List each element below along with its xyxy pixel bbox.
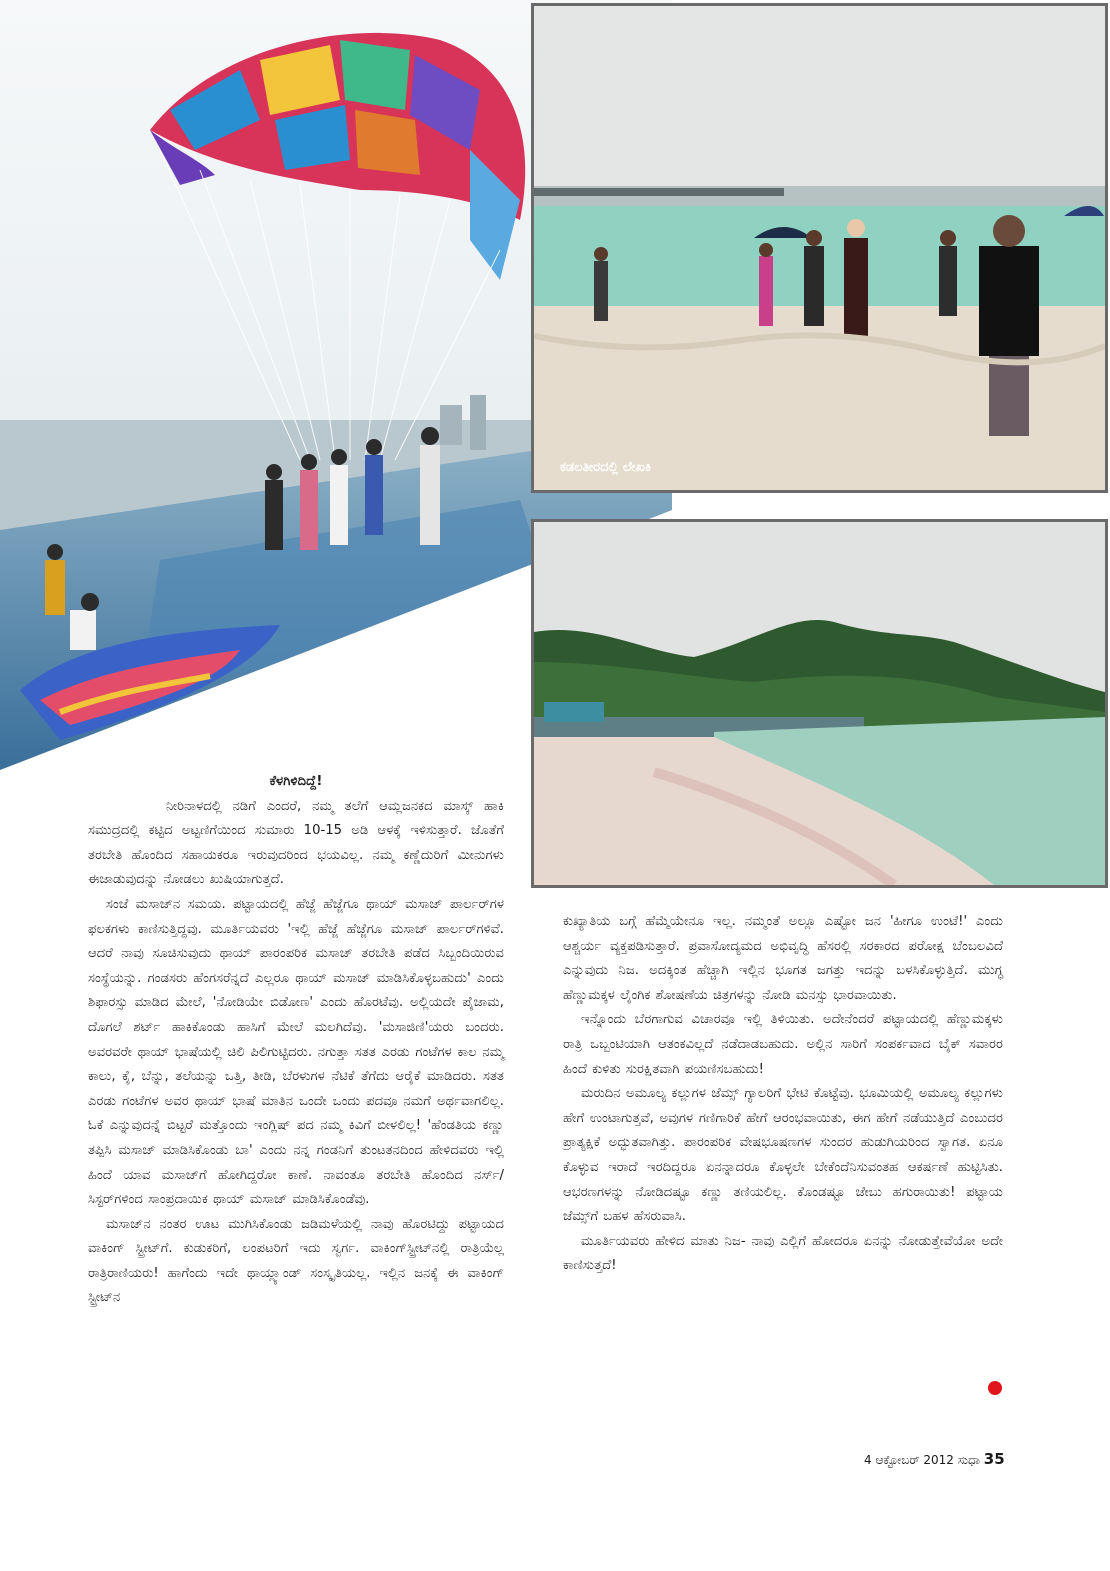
article-end-mark [988,1381,1002,1395]
article-column-right [563,910,1003,1279]
article-column-left [88,770,504,1311]
island-beach-photo-art [534,522,1105,885]
section-subhead: ಕೆಳಗಿಳಿದಿದ್ದೆ! [269,774,323,789]
island-beach-photo [531,519,1108,888]
article-paragraph: ಮಸಾಜ್‌ನ ನಂತರ ಊಟ ಮುಗಿಸಿಕೊಂಡು ಜಡಿಮಳೆಯಲ್ಲಿ ನಾವು ಹೊರಟಿದ್ದು ಪಟ್ಟಾಯದ ವಾಕಿಂಗ್ ಸ್ಟ್ರೀಟ್‌ಗೆ. ಕುಡುಕರಿಗೆ, ಲಂಪಟರಿಗೆ ಇದು ಸ್ವರ್ಗ. ವಾಕಿಂಗ್‌ಸ್ಟ್ರೀಟ್‌ನಲ್ಲಿ ರಾತ್ರಿಯೆಲ್ಲ ರಾತ್ರಿರಾಣಿಯರು! ಹಾಗೆಂದು ಇದೇ ಥಾಯ್ಲ್ಯಾಂಡ್ ಸಂಸ್ಕೃತಿಯಲ್ಲ. ಇಲ್ಲಿನ ಜನಕ್ಕೆ ಈ ವಾಕಿಂಗ್ ಸ್ಟ್ರೀಟ್‌ನ [88,1216,504,1306]
article-paragraph: ಇನ್ನೊಂದು ಬೆರಗಾಗುವ ವಿಚಾರವೂ ಇಲ್ಲಿ ತಿಳಿಯಿತು. ಅದೇನೆಂದರೆ ಪಟ್ಟಾಯದಲ್ಲಿ ಹೆಣ್ಣುಮಕ್ಕಳು ರಾತ್ರಿ ಒಬ್ಬಂಟಿಯಾಗಿ ಆತಂಕವಿಲ್ಲದೆ ನಡೆದಾಡಬಹುದು. ಅಲ್ಲಿನ ಸಾರಿಗೆ ಸಂಪರ್ಕವಾದ ಬೈಕ್ ಸವಾರರ ಹಿಂದೆ ಕುಳಿತು ಸುರಕ್ಷಿತವಾಗಿ ಪಯಣಿಸಬಹುದು! [563,1012,1003,1077]
page-number: 35 [983,1450,1005,1468]
article-paragraph: ಸಂಜೆ ಮಸಾಜ್‌ನ ಸಮಯ. ಪಟ್ಟಾಯದಲ್ಲಿ ಹೆಜ್ಜೆ ಹೆಜ್ಜೆಗೂ ಥಾಯ್ ಮಸಾಜ್ ಪಾರ್ಲರ್‌ಗಳ ಫಲಕಗಳು ಕಾಣಿಸುತ್ತಿದ್ದವು. ಮೂರ್ತಿಯವರು 'ಇಲ್ಲಿ ಹೆಜ್ಜೆ ಹೆಜ್ಜೆಗೂ ಮಸಾಜ್ ಪಾರ್ಲರ್‌ಗಳಿವೆ. ಆದರೆ ನಾವು ಸೂಚಿಸುವುದು ಥಾಯ್ ಪಾರಂಪರಿಕ ಮಸಾಜ್ ತರಬೇತಿ ಪಡೆದ ಸಿಬ್ಬಂದಿಯಿರುವ ಸಂಸ್ಥೆಯನ್ನು. ಗಂಡಸರು ಹೆಂಗಸರೆನ್ನದೆ ಎಲ್ಲರೂ ಥಾಯ್ ಮಸಾಜ್ ಮಾಡಿಸಿಕೊಳ್ಳಬಹುದು' ಎಂದು ಶಿಫಾರಸ್ಸು ಮಾಡಿದ ಮೇಲೆ, 'ನೋಡಿಯೇ ಬಿಡೋಣ' ಎಂದು ಹೊರಟೆವು. ಅಲ್ಲಿಯದೇ ಪೈಜಾಮ, ದೊಗಲೆ ಶರ್ಟ್ ಹಾಕಿಕೊಂಡು ಹಾಸಿಗೆ ಮೇಲೆ ಮಲಗಿದೆವು. 'ಮಸಾಜಿಣಿ'ಯರು ಬಂದರು. ಅವರವರೇ ಥಾಯ್ ಭಾಷೆಯಲ್ಲಿ ಚಿಲಿ ಪಿಲಿಗುಟ್ಟಿದರು. ನಗುತ್ತಾ ಸತತ ಎರಡು ಗಂಟೆಗಳ ಕಾಲ ನಮ್ಮ ಕಾಲು, ಕೈ, ಬೆನ್ನು, ತಲೆಯನ್ನು ಒತ್ತಿ, ತೀಡಿ, ಬೆರಳುಗಳ ನೆಟಿಕೆ ತೆಗೆದು ಆರೈಕೆ ಮಾಡಿದರು. ಸತತ ಎರಡು ಗಂಟೆಗಳ ಅವರ ಥಾಯ್ ಭಾಷೆ ಮಾತಿನ ಒಂದೇ ಒಂದು ಪದವೂ ನಮಗೆ ಅರ್ಥವಾಗಲಿಲ್ಲ. ಓಕೆ ಎನ್ನುವುದನ್ನೆ ಬಿಟ್ಟರೆ ಮತ್ತೊಂದು ಇಂಗ್ಲಿಷ್ ಪದ ನಮ್ಮ ಕಿವಿಗೆ ಬೀಳಲಿಲ್ಲ! 'ಹೆಂಡತಿಯ ಕಣ್ಣು ತಪ್ಪಿಸಿ ಮಸಾಜ್ ಮಾಡಿಸಿಕೊಂಡು ಬಾ' ಎಂದು ನನ್ನ ಗಂಡನಿಗೆ ತುಂಟತನದಿಂದ ಹೇಳಿದವರು ಇಲ್ಲಿ ಹಿಂದೆ ಯಾವ ಮಸಾಜ್‌ಗೆ ಹೋಗಿದ್ದರೋ ಕಾಣೆ. ನಾವಂತೂ ತರಬೇತಿ ಹೊಂದಿದ ನರ್ಸ್/ಸಿಸ್ಟರ್‌ಗಳಿಂದ ಸಾಂಪ್ರದಾಯಿಕ ಥಾಯ್ ಮಸಾಜ್ ಮಾಡಿಸಿಕೊಂಡೆವು. [88,896,504,1208]
photo-caption: ಕಡಲತೀರದಲ್ಲಿ ಲೇಖಕಿ [560,460,652,475]
beach-crowd-photo [531,3,1108,493]
article-paragraph: ಮರುದಿನ ಅಮೂಲ್ಯ ಕಲ್ಲುಗಳ ಜೆಮ್ಸ್ ಗ್ಯಾಲರಿಗೆ ಭೇಟಿ ಕೊಟ್ಟೆವು. ಭೂಮಿಯಲ್ಲಿ ಅಮೂಲ್ಯ ಕಲ್ಲುಗಳು ಹೇಗೆ ಉಂಟಾಗುತ್ತವೆ, ಅವುಗಳ ಗಣಿಗಾರಿಕೆ ಹೇಗೆ ಆರಂಭವಾಯಿತು, ಈಗ ಹೇಗೆ ನಡೆಯುತ್ತಿದೆ ಎಂಬುದರ ಪ್ರಾತ್ಯಕ್ಷಿಕೆ ಅದ್ಭುತವಾಗಿತ್ತು. ಪಾರಂಪರಿಕ ವೇಷಭೂಷಣಗಳ ಸುಂದರ ಹುಡುಗಿಯರಿಂದ ಸ್ವಾಗತ. ಏನೂ ಕೊಳ್ಳುವ ಇರಾದೆ ಇರದಿದ್ದರೂ ಏನನ್ನಾದರೂ ಕೊಳ್ಳಲೇ ಬೇಕೆಂದೆನಿಸುವಂತಹ ಆಕರ್ಷಣೆ ಹುಟ್ಟಿಸಿತು. ಆಭರಣಗಳನ್ನು ನೋಡಿದಷ್ಟೂ ಕಣ್ಣು ತಣಿಯಲಿಲ್ಲ. ಕೊಂಡಷ್ಟೂ ಜೇಬು ಹಗುರಾಯಿತು! ಪಟ್ಟಾಯ ಜೆಮ್ಸ್‌ಗೆ ಬಹಳ ಹೆಸರುವಾಸಿ. [563,1086,1003,1225]
article-paragraph: ನೀರಿನಾಳದಲ್ಲಿ ನಡಿಗೆ ಎಂದರೆ, ನಮ್ಮ ತಲೆಗೆ ಆಮ್ಲಜನಕದ ಮಾಸ್ಕ್ ಹಾಕಿ ಸಮುದ್ರದಲ್ಲಿ ಕಟ್ಟಿದ ಅಟ್ಟಣಿಗೆಯಿಂದ ಸುಮಾರು 10-15 ಅಡಿ ಆಳಕ್ಕೆ ಇಳಿಸುತ್ತಾರೆ. ಜೊತೆಗೆ ತರಬೇತಿ ಹೊಂದಿದ ಸಹಾಯಕರೂ ಇರುವುದರಿಂದ ಭಯವಿಲ್ಲ. ನಮ್ಮ ಕಣ್ಣೆದುರಿಗೆ ಮೀನುಗಳು ಈಜಾಡುವುದನ್ನು ನೋಡಲು ಖುಷಿಯಾಗುತ್ತದೆ. [88,798,504,888]
article-paragraph: ಕುಖ್ಯಾತಿಯ ಬಗ್ಗೆ ಹೆಮ್ಮೆಯೇನೂ ಇಲ್ಲ. ನಮ್ಮಂತೆ ಅಲ್ಲೂ ಎಷ್ಟೋ ಜನ 'ಹೀಗೂ ಉಂಟೆ!' ಎಂದು ಆಶ್ಚರ್ಯ ವ್ಯಕ್ತಪಡಿಸುತ್ತಾರೆ. ಪ್ರವಾಸೋದ್ಯಮದ ಅಭಿವೃದ್ಧಿ ಹೆಸರಲ್ಲಿ ಸರಕಾರದ ಪರೋಕ್ಷ ಬೆಂಬಲವಿದೆ ಎನ್ನುವುದು ನಿಜ. ಅದಕ್ಕಿಂತ ಹೆಚ್ಚಾಗಿ ಇಲ್ಲಿನ ಭೂಗತ ಜಗತ್ತು ಇದನ್ನು ಬಳಸಿಕೊಳ್ಳುತ್ತಿದೆ. ಮುಗ್ಧ ಹೆಣ್ಣುಮಕ್ಕಳ ಲೈಂಗಿಕ ಶೋಷಣೆಯ ಚಿತ್ರಗಳನ್ನು ನೋಡಿ ಮನಸ್ಸು ಭಾರವಾಯಿತು. [563,914,1003,1003]
magazine-name: ಸುಧಾ [957,1453,980,1467]
page-footer [864,1450,1005,1468]
issue-date: 4 ಆಕ್ಟೋಬರ್ 2012 [864,1453,954,1467]
beach-crowd-photo-art [534,6,1105,490]
article-paragraph: ಮೂರ್ತಿಯವರು ಹೇಳಿದ ಮಾತು ನಿಜ- ನಾವು ಎಲ್ಲಿಗೆ ಹೋದರೂ ಏನನ್ನು ನೋಡುತ್ತೇವೆಯೋ ಅದೇ ಕಾಣಿಸುತ್ತದೆ! [563,1233,1003,1274]
